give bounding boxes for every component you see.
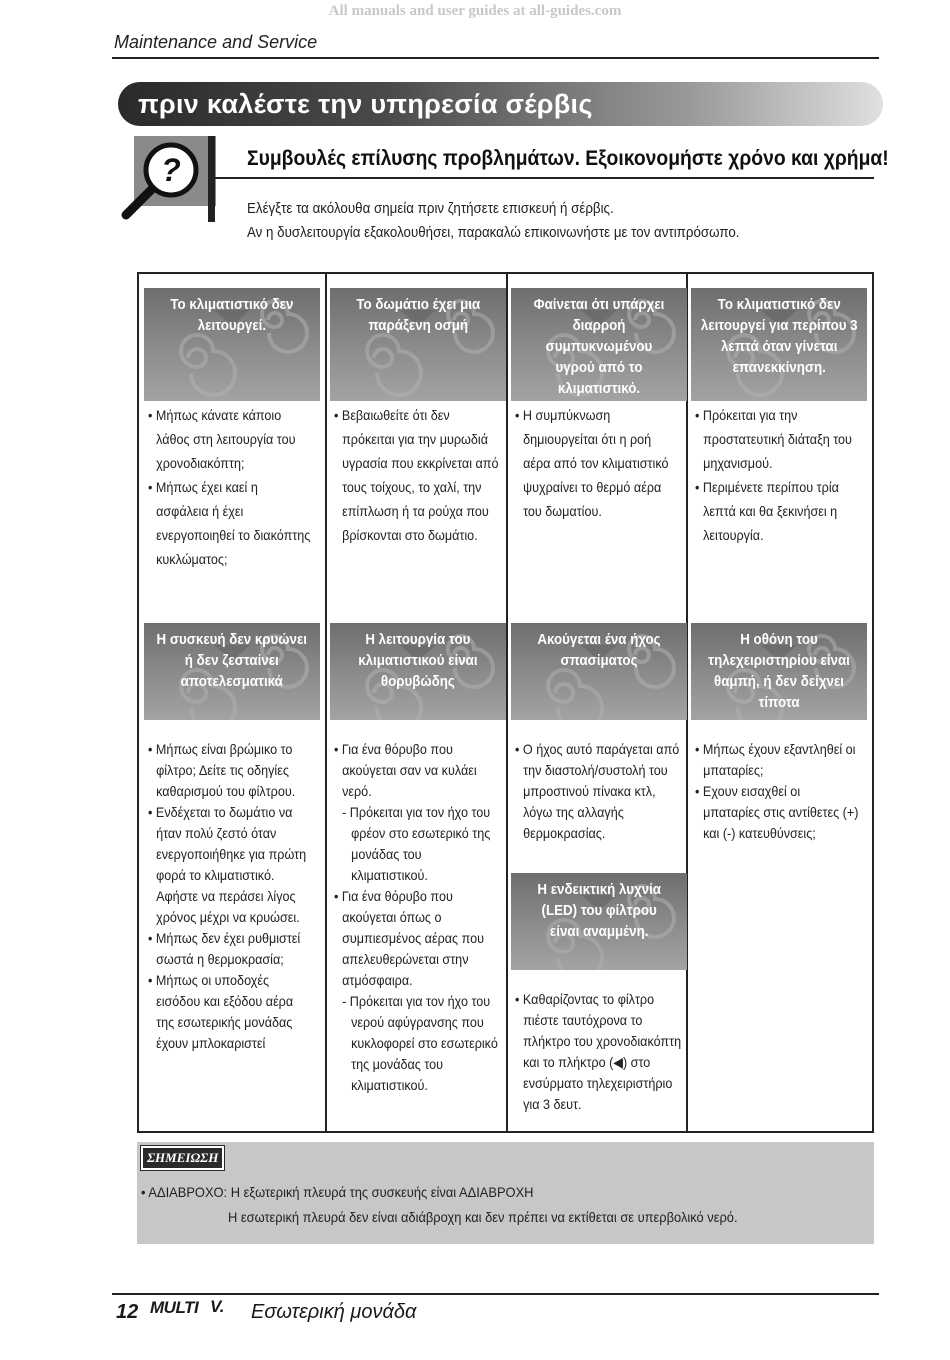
page-title: πριν καλέστε την υπηρεσία σέρβις [138,88,593,119]
solution-line: πιέστε ταυτόχρονα το [523,1012,643,1028]
solution-line: υγρασία που εκκρίνεται από [342,455,499,471]
problem-title-line: Η συσκευή δεν κρυώνει [156,632,308,648]
problem-card [511,623,687,720]
solution-line: επίπλωση ή τα ρούχα που [342,503,489,519]
problem-title [708,630,850,720]
solution-line: φίλτρο; Δείτε τις οδηγίες [156,762,289,778]
problem-title-line: Φαίνεται ότι υπάρχει [533,297,665,313]
solution-line: λόγω της αλλαγής [523,804,624,820]
solution-text [334,403,508,547]
solution-line: • Μήπως κάνατε κάποιο [148,407,282,423]
problem-card [511,288,687,401]
solution-line: καθαρισμού του φίλτρου. [156,783,296,799]
footer-title: Εσωτερική μονάδα [251,1301,417,1323]
problem-card [511,873,687,970]
solution-text [515,403,689,523]
solution-line: χρόνος μέχρι να κρυώσει. [156,909,300,925]
solution-line: • Βεβαιωθείτε ότι δεν [334,407,450,423]
problem-title-line: λειτουργεί. [197,318,267,334]
solution-line: της μονάδας του [351,1056,444,1072]
solution-line: • Ο ήχος αυτό παράγεται από [515,741,680,757]
problem-title-line: τίποτα [758,695,800,711]
problem-title [170,295,293,401]
solution-line: - Πρόκειται για τον ήχο του [342,993,491,1009]
solution-line: μπαταρίες στις αντίθετες (+) [703,804,859,820]
column-divider [325,274,327,1131]
solution-line: δημιουργείται ότι η ροή [523,431,652,447]
watermark: All manuals and user guides at all-guides.com [328,3,622,19]
tips-heading: Συμβουλές επίλυσης προβλημάτων. Εξοικονομήστε χρόνο και χρήμα! [247,147,889,170]
solution-line: αέρα από τον κλιματιστικό [523,455,669,471]
solution-line: τους τοίχους, το χαλί, την [342,479,482,495]
solution-text [515,739,689,844]
problem-card [144,623,320,720]
page-number: 12 [116,1301,139,1323]
solution-line: πρόκειται για την μυρωδιά [342,431,488,447]
solution-line: κλιματιστικού. [351,1077,428,1093]
problem-title-line: θαμπή, ή δεν δείχνει [713,674,845,690]
solution-line: ψυχραίνει το θερμό αέρα [523,479,662,495]
solution-line: νερό. [342,783,372,799]
problem-title [518,295,680,401]
solution-line: κυκλοφορεί στο εσωτερικό [351,1035,498,1051]
solution-line: • Για ένα θόρυβο που [334,741,453,757]
solution-line: βρίσκονται στο δωμάτιο. [342,527,478,543]
solution-line: • Εχουν εισαχθεί οι [695,783,801,799]
solution-line: για 3 δευτ. [523,1096,582,1112]
solution-line: μηχανισμού. [703,455,773,471]
solution-line: και το πλήκτρο (◀) στο [523,1054,651,1070]
solution-line: • Μήπως οι υποδοχές [148,972,270,988]
solution-line: συμπιεσμένος αέρας που [342,930,485,946]
solution-line: λειτουργία. [703,527,764,543]
solution-line: • Μήπως έχει καεί η [148,479,258,495]
problem-title-line: υγρού από το [555,360,643,376]
problem-title-line: επανεκκίνηση. [732,360,826,376]
solution-line: • Περιμένετε περίπου τρία [695,479,839,495]
solution-line: μπροστινού πίνακα κτλ, [523,783,656,799]
solution-line: • Για ένα θόρυβο που [334,888,453,904]
problem-title-line: Ακούγεται ένα ήχος [537,632,661,648]
problem-title-line: Η ενδεικτική λυχνία [537,882,661,898]
problem-title [537,880,661,970]
problem-title-line: Το κλιματιστικό δεν [717,297,841,313]
solution-line: • Μήπως είναι βρώμικο το [148,741,293,757]
solution-text [148,739,322,1054]
solution-text [148,403,322,571]
solution-line: κυκλώματος; [156,551,228,567]
problem-title-line: κλιματιστικού είναι [358,653,478,669]
solution-line: λεπτά και θα ξεκινήσει η [703,503,838,519]
problem-title-line: Το κλιματιστικό δεν [170,297,294,313]
problem-title [701,295,858,401]
bottom-rule [112,1293,879,1295]
solution-text [695,403,869,547]
solution-line: ακούγεται σαν να κυλάει [342,762,477,778]
solution-line: χρονοδιακόπτη; [156,455,245,471]
top-rule [112,57,879,59]
solution-line: φρέον στο εσωτερικό της [351,825,491,841]
problem-title-line: θορυβώδης [380,674,455,690]
problem-title-line: ή δεν ζεσταίνει [185,653,279,669]
problem-title-line: παράξενη οσμή [368,318,468,334]
problem-title-line: είναι αναμμένη. [549,924,649,940]
problem-card [691,288,867,401]
solution-line: • Μήπως δεν έχει ρυθμιστεί [148,930,301,946]
solution-line: εισόδου και εξόδου αέρα [156,993,294,1009]
problem-card [330,623,506,720]
note-line: Η εσωτερική πλευρά δεν είναι αδιάβροχη και δεν πρέπει να εκτίθεται σε υπερβολικό νερό. [228,1209,738,1225]
solution-line: του δωματίου. [523,503,602,519]
solution-line: την διαστολή/συστολή του [523,762,668,778]
solution-line: • Μήπως έχουν εξαντληθεί οι [695,741,856,757]
problem-title-line: αποτελεσματικά [180,674,284,690]
problem-title-line: λεπτά όταν γίνεται [720,339,838,355]
solution-line: σωστά η θερμοκρασία; [156,951,284,967]
problem-title-line: Η οθόνη του [740,632,818,648]
solution-line: και (-) κατευθύνσεις; [703,825,816,841]
note-tag: ΣΗΜΕΙΩΣΗ [141,1146,224,1170]
problem-title-line: διαρροή συμπυκνωμένου [545,318,653,355]
problem-title [157,630,307,720]
problem-title [537,630,660,720]
brand-logo: MULTI [150,1298,199,1317]
solution-line: • Πρόκειται για την [695,407,798,423]
solution-line: της εσωτερικής μονάδας [156,1014,293,1030]
problem-card [691,623,867,720]
problem-title-line: τηλεχειριστηρίου είναι [708,653,850,669]
problem-title-line: (LED) του φίλτρου [541,903,657,919]
solution-line: νερού αφύγρανσης που [351,1014,484,1030]
intro-line: Αν η δυσλειτουργία εξακολουθήσει, παρακαλώ επικοινωνήστε με τον αντιπρόσωπο. [247,225,740,241]
note-line: • ΑΔΙΑΒΡΟΧΟ: Η εξωτερική πλευρά της συσκευής είναι ΑΔΙΑΒΡΟΧΗ [141,1184,534,1200]
solution-line: ήταν πολύ ζεστό όταν [156,825,277,841]
solution-line: έχουν μπλοκαριστεί [156,1035,266,1051]
solution-line: ακούγεται όπως ο [342,909,442,925]
section-label: Maintenance and Service [114,32,318,52]
intro-line: Ελέγξτε τα ακόλουθα σημεία πριν ζητήσετε επισκευή ή σέρβις. [247,201,614,217]
solution-line: απελευθερώνεται στην [342,951,469,967]
solution-line: ατμόσφαιρα. [342,972,413,988]
solution-line: Αφήστε να περάσει λίγος [156,888,296,904]
problem-title-line: σπασίματος [560,653,638,669]
svg-text:?: ? [161,152,181,188]
solution-line: • Ενδέχεται το δωμάτιο να [148,804,293,820]
solution-line: κλιματιστικού. [351,867,428,883]
problem-title-line: Η λειτουργία του [365,632,471,648]
magnifier-question-icon [116,134,220,224]
solution-line: προστατευτική διάταξη του [703,431,852,447]
solution-text [695,739,869,844]
problem-title-line: λειτουργεί για περίπου 3 [700,318,858,334]
problem-title-line: κλιματιστικό. [557,381,641,397]
tips-rule [212,177,874,179]
solution-line: φορά το κλιματιστικό. [156,867,275,883]
solution-line: θερμοκρασίας. [523,825,606,841]
solution-line: • Καθαρίζοντας το φίλτρο [515,991,655,1007]
title-banner [118,82,883,126]
solution-line: ασφάλεια ή έχει [156,503,244,519]
solution-line: ενεργοποιηθεί το διακόπτης [156,527,311,543]
problem-title [358,630,477,720]
solution-line: λάθος στη λειτουργία του [156,431,296,447]
solution-line: • Η συμπύκνωση [515,407,611,423]
note-box [137,1142,874,1244]
problem-title [356,295,480,401]
solution-text [515,989,689,1115]
brand-logo-suffix: V. [210,1297,225,1316]
problem-card [144,288,320,401]
solution-line: ενσύρματο τηλεχειριστήριο [523,1075,673,1091]
problem-card [330,288,506,401]
solution-line: πλήκτρο του χρονοδιακόπτη [523,1033,682,1049]
solution-line: μπαταρίες; [703,762,764,778]
problem-title-line: Το δωμάτιο έχει μια [356,297,480,313]
solution-line: ενεργοποιήθηκε για πρώτη [156,846,307,862]
solution-line: - Πρόκειται για τον ήχο του [342,804,491,820]
solution-line: μονάδας του [351,846,422,862]
solution-text [334,739,508,1096]
